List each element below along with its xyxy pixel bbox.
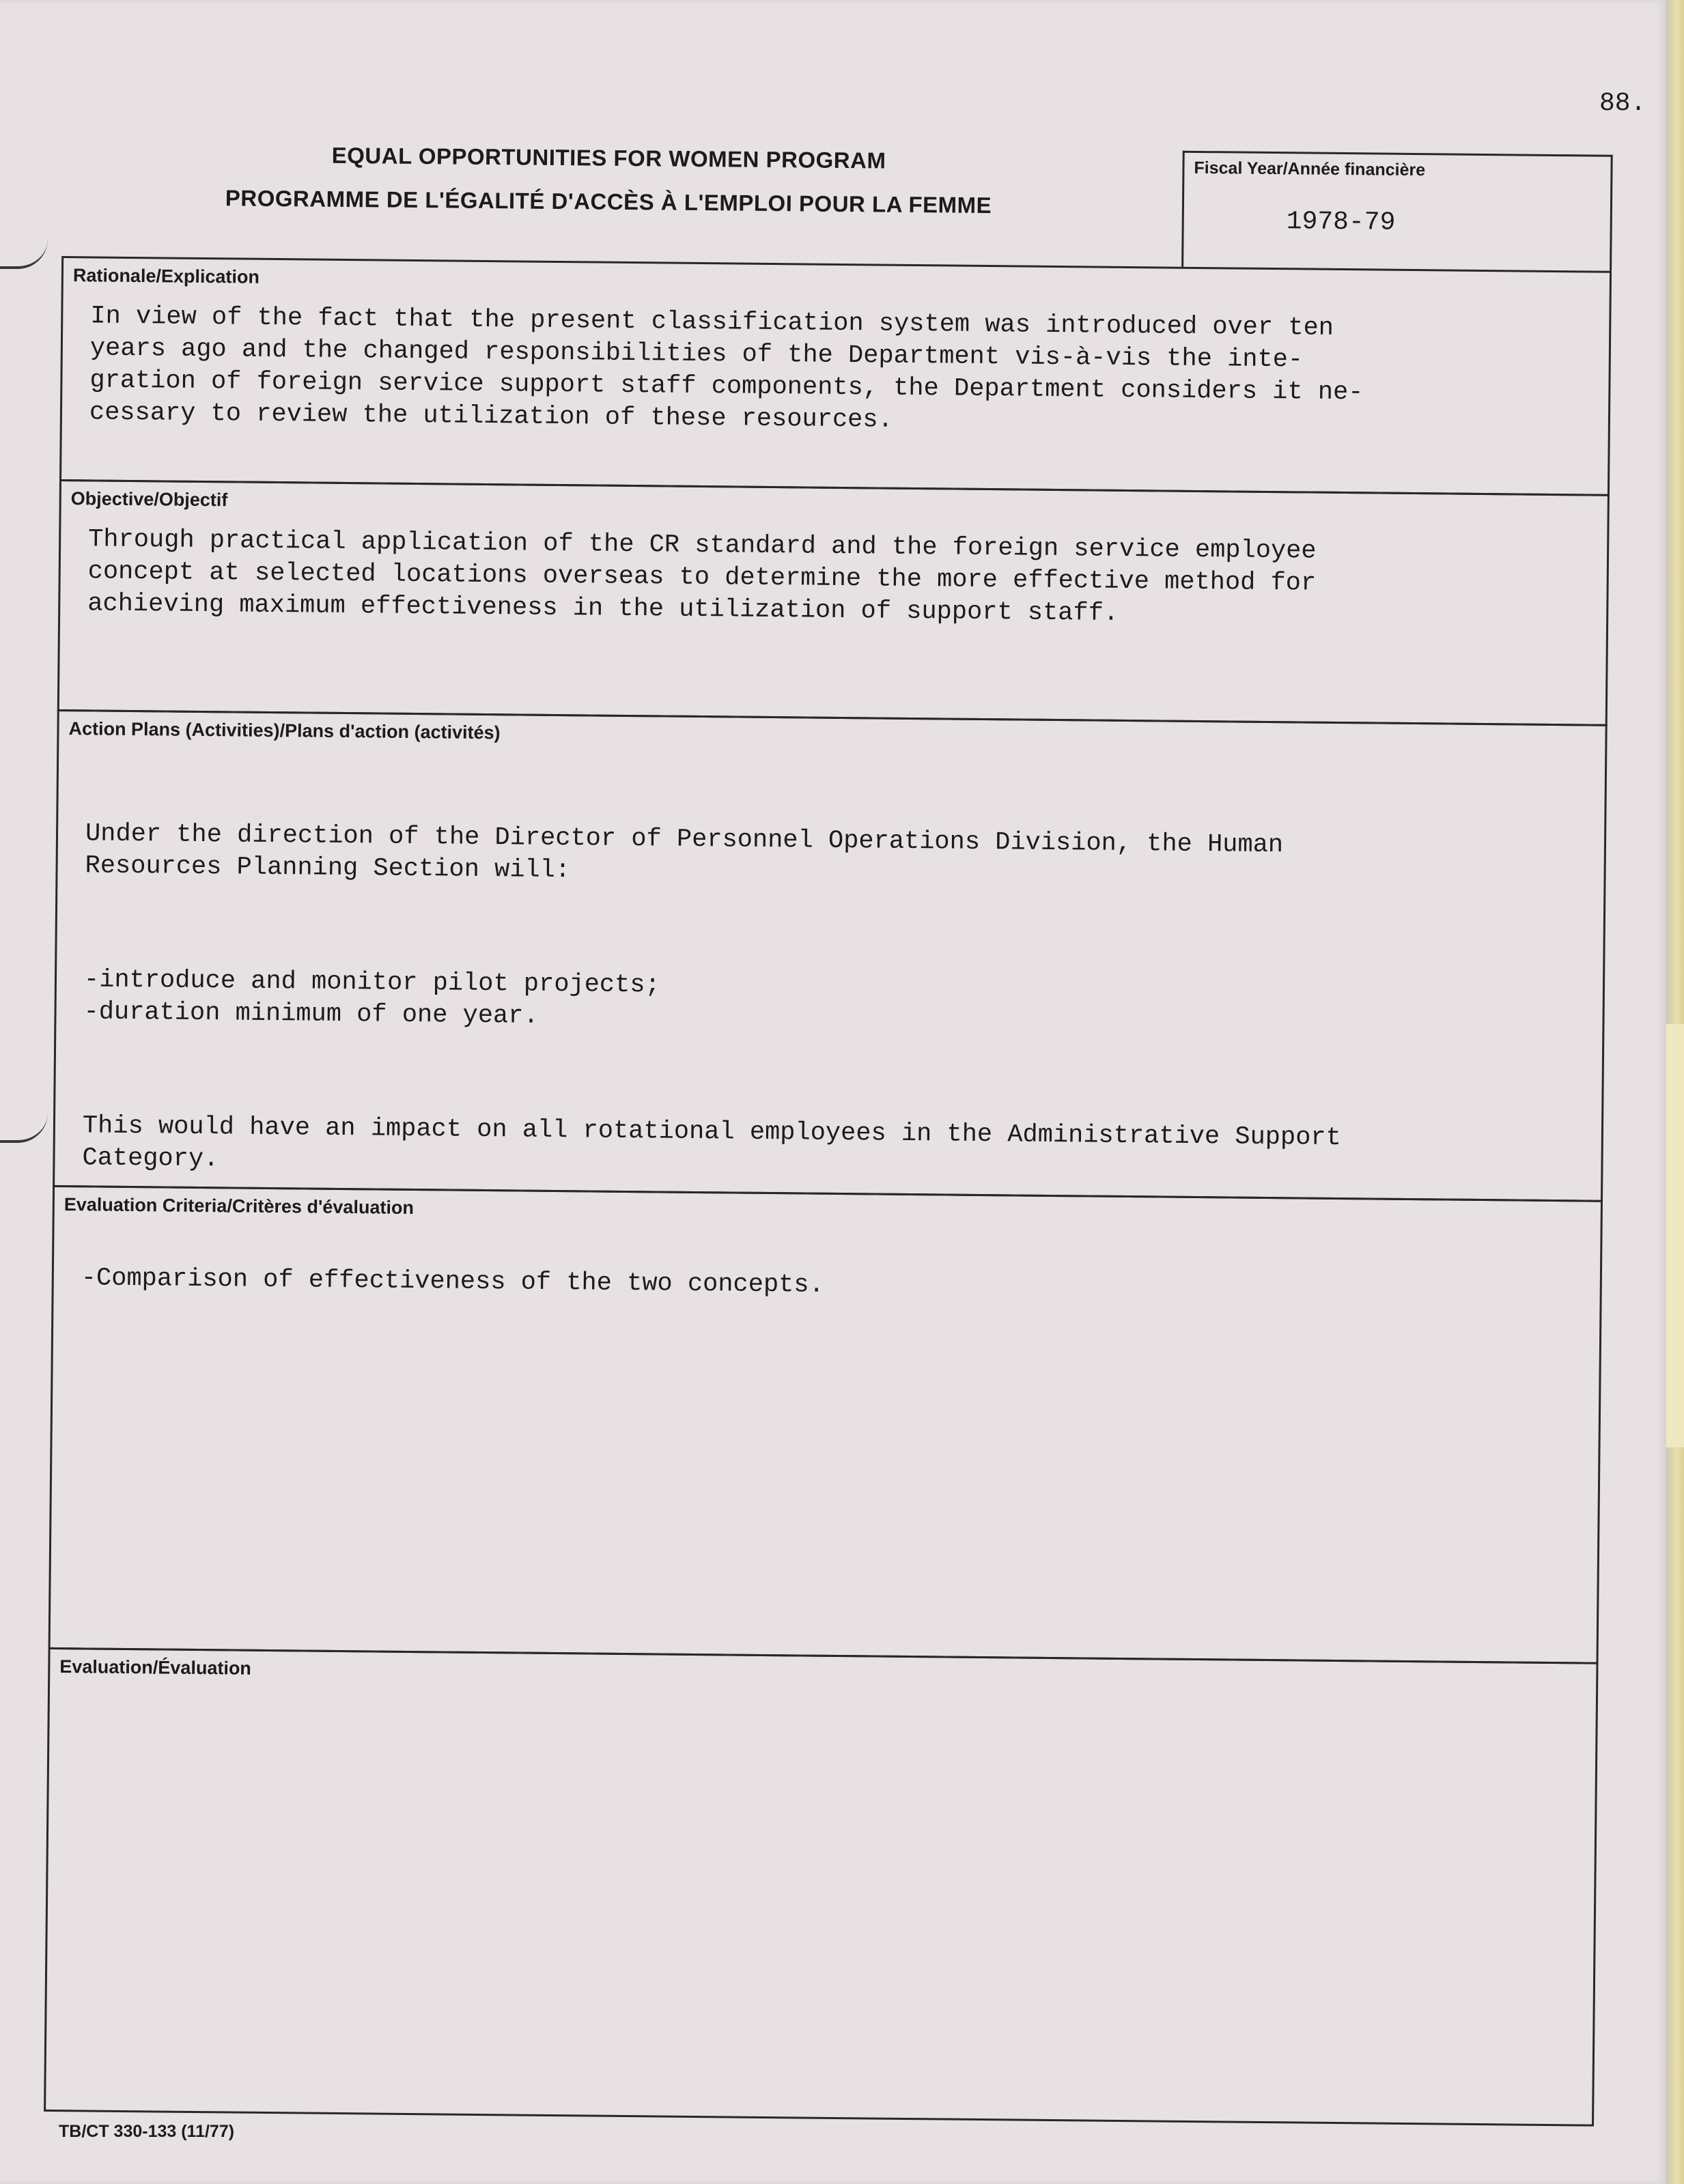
title-english: EQUAL OPPORTUNITIES FOR WOMEN PROGRAM: [331, 142, 886, 173]
action-plans-intro: Under the direction of the Director of Personnel Operations Division, the Human Resources Planning Section will:: [85, 819, 1284, 885]
rationale-text: In view of the fact that the present classification system was introduced over ten years ago and the changed responsibilities of the Department vis-à-vis the inte- gration of foreign service support staff components, the Department considers it ne- cessary to review the utilization of these resources.: [89, 302, 1364, 435]
action-plans-label: Action Plans (Activities)/Plans d'action (activités): [68, 718, 501, 743]
objective-label: Objective/Objectif: [70, 488, 228, 511]
evaluation-text: [77, 1692, 1555, 1706]
fiscal-year-value: 1978-79: [1286, 207, 1396, 238]
action-plans-items: -introduce and monitor pilot projects; -duration minimum of one year.: [83, 965, 660, 1031]
evaluation-criteria-section: [48, 1185, 1603, 1664]
evaluation-section: [44, 1647, 1598, 2127]
punch-hole-top: [0, 239, 48, 269]
punch-hole-bottom: [0, 1113, 48, 1143]
form-code: TB/CT 330-133 (11/77): [59, 2122, 235, 2141]
folder-tab: [1666, 1024, 1684, 1447]
folder-edge: [1666, 0, 1684, 2184]
objective-section: [57, 479, 1610, 726]
evaluation-criteria-text: -Comparison of effectiveness of the two concepts.: [81, 1264, 824, 1300]
form-header: [62, 126, 1613, 237]
fiscal-year-label: Fiscal Year/Année financière: [1194, 158, 1426, 180]
title-french: PROGRAMME DE L'ÉGALITÉ D'ACCÈS À L'EMPLOI POUR LA FEMME: [225, 185, 992, 218]
action-plans-impact: This would have an impact on all rotational employees in the Administrative Support Category.: [82, 1111, 1341, 1174]
page-number: 88.: [1599, 89, 1646, 118]
evaluation-criteria-label: Evaluation Criteria/Critères d'évaluation: [64, 1194, 415, 1219]
program-form: [44, 126, 1613, 2127]
objective-text: Through practical application of the CR standard and the foreign service employee concept at selected locations overseas to determine the more effective method for achieving maximum effectiveness in the utilization of support staff.: [87, 525, 1317, 628]
action-plans-section: [53, 709, 1608, 1202]
rationale-section: [59, 256, 1612, 496]
rationale-label: Rationale/Explication: [72, 265, 260, 287]
fiscal-year-box: [1181, 151, 1613, 271]
evaluation-label: Evaluation/Évaluation: [59, 1656, 252, 1679]
